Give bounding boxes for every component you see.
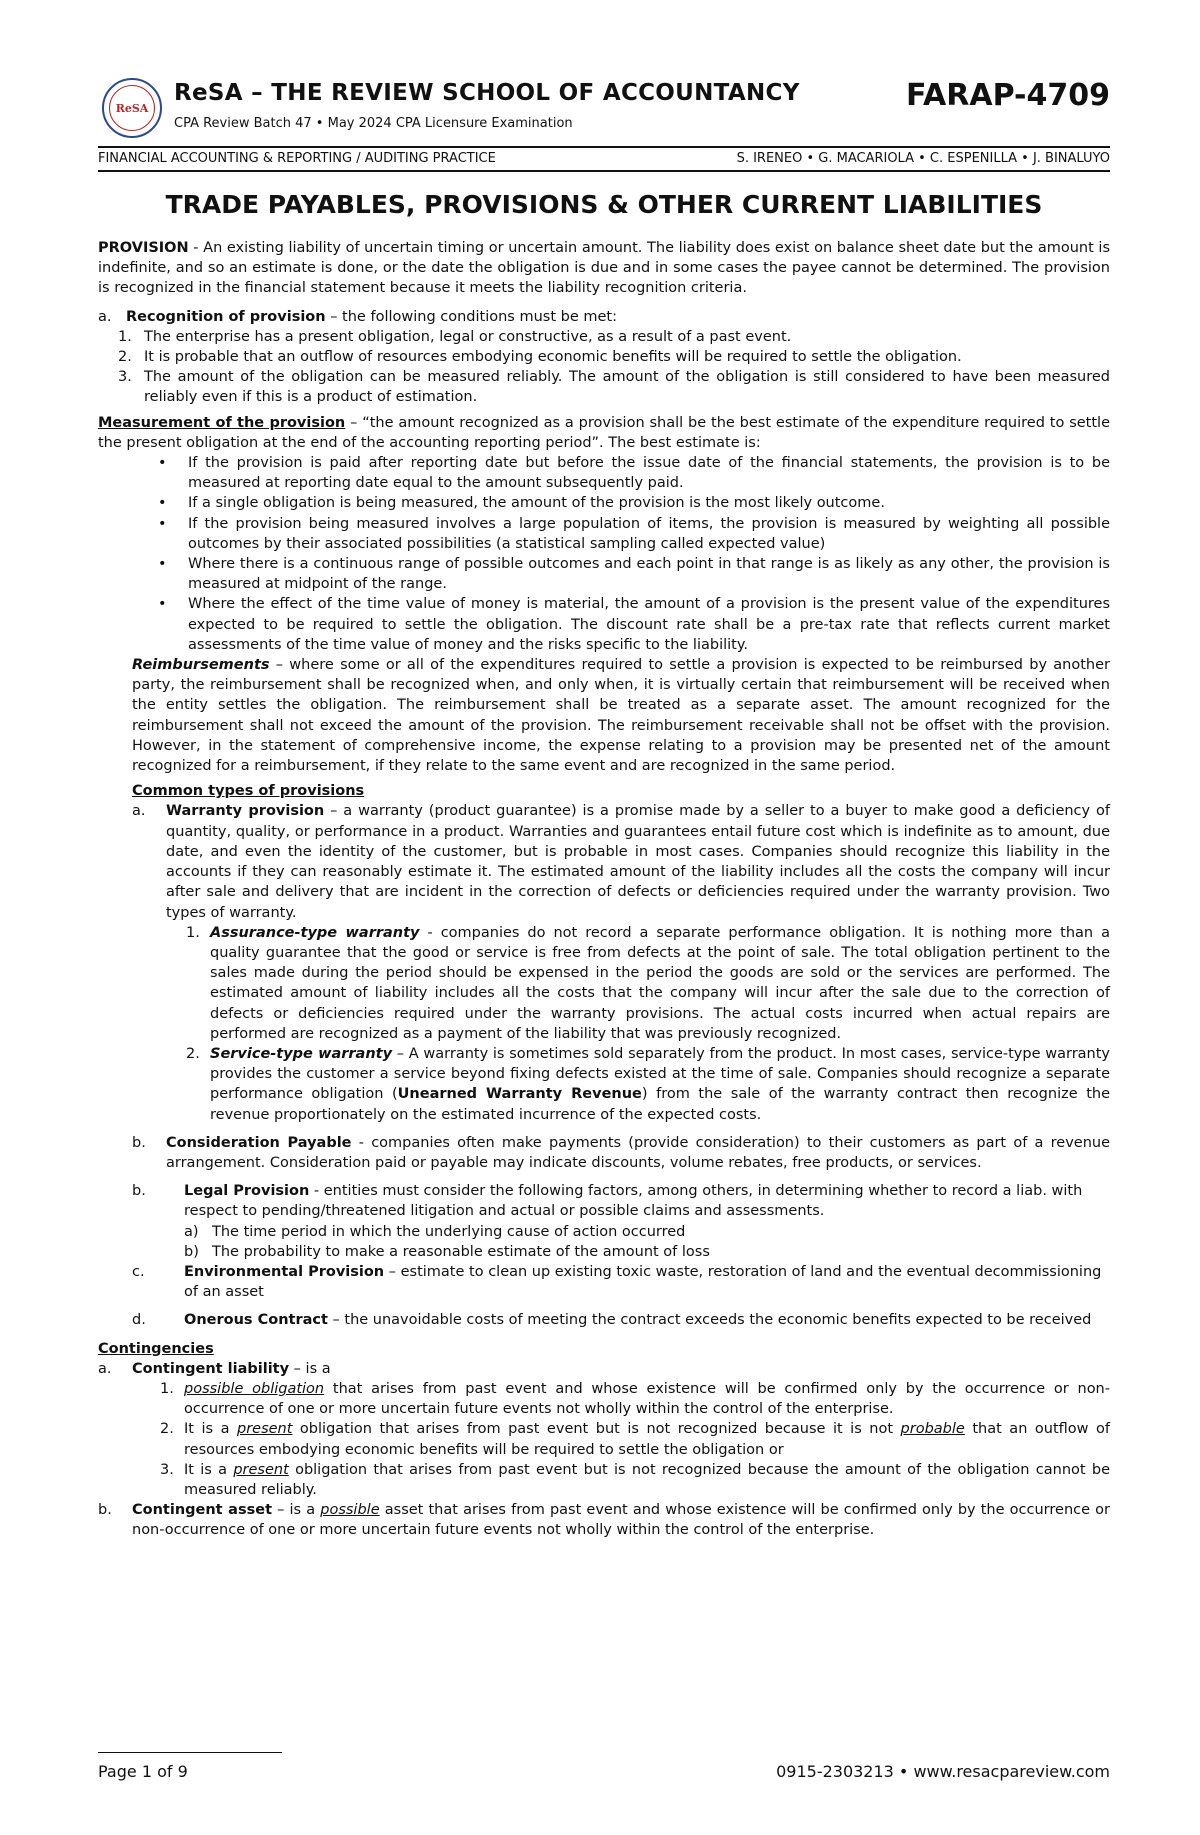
bullet-icon: •: [158, 495, 167, 512]
recognition-title: Recognition of provision: [126, 308, 326, 325]
consideration-text: - companies often make payments (provide consideration) to their customers as part of a revenue arrangement. Consideration paid or payable may indicate discounts, volume rebates, free products, or services.: [166, 1134, 1110, 1171]
common-types-heading: [98, 781, 1110, 801]
list-number: 3.: [160, 1461, 174, 1478]
logo-text: ReSA: [109, 85, 155, 131]
contingent-asset-term: Contingent asset: [132, 1502, 272, 1519]
warranty-term: Warranty provision: [166, 803, 325, 820]
bullet-text: If the provision being measured involves a large population of items, the provision is measured by weighting all possible outcomes by their associated possibilities (a statistical sampling called expected value): [188, 515, 1110, 552]
legal-item: [98, 1181, 1110, 1221]
list-number: 1.: [118, 328, 132, 345]
warranty-type-term: Service-type warranty: [210, 1045, 393, 1062]
school-name: ReSA – THE REVIEW SCHOOL OF ACCOUNTANCY: [174, 80, 800, 106]
list-marker: d.: [132, 1312, 146, 1329]
bullet-text: Where the effect of the time value of money is material, the amount of a provision is the present value of the expenditures expected to be required to settle the obligation. The discount rate shall be a pre-tax rate that reflects current market assessments of the time value of money and the risks specific to the liability.: [188, 596, 1110, 653]
contingencies-title: Contingencies: [98, 1340, 214, 1357]
onerous-text: – the unavoidable costs of meeting the contract exceeds the economic benefits expected to be received: [327, 1312, 1092, 1329]
common-types-title: Common types of provisions: [132, 783, 365, 800]
reimbursements-text: – where some or all of the expenditures required to settle a provision is expected to be reimbursed by another party, the reimbursement shall be recognized when, and only when, it is virtually certain that reimbursement will be received when the entity settles the obligation. The reimbursement shall be treated as a separate asset. The amount recognized for the reimbursement shall not exceed the amount of the provision. The reimbursement receivable shall not be offset with the provision. However, in the statement of comprehensive income, the expense relating to a provision may be presented net of the amount recognized for a reimbursement, if they relate to the same event and are recognized in the same period.: [132, 657, 1110, 775]
text-fragment: that arises from past event and whose existence will be confirmed only by the occurrence or non-occurrence of one or more uncertain future events not wholly within the control of the enterprise.: [184, 1380, 1110, 1418]
list-marker: a.: [98, 1360, 112, 1377]
onerous-term: Onerous Contract: [184, 1312, 328, 1329]
provision-term: PROVISION: [98, 240, 189, 256]
warranty-type-text-end: ) from the sale of the warranty contract then recognize the revenue proportionately on the estimated incurrence of the expected costs.: [210, 1086, 1110, 1123]
legal-factor-item: [98, 1222, 1110, 1242]
text-fragment: asset that arises from past event and whose existence will be confirmed only by the occurrence or non-occurrence of one or more uncertain future events not wholly within the control of the enterprise.: [132, 1502, 1110, 1539]
list-text: The enterprise has a present obligation, legal or constructive, as a result of a past event.: [144, 328, 792, 345]
list-marker: b.: [98, 1502, 112, 1519]
emphasis-text: probable: [900, 1421, 965, 1438]
subject-bar: [98, 146, 1110, 172]
measurement-paragraph: [98, 413, 1110, 453]
list-number: 2.: [160, 1421, 174, 1438]
contingent-liability-subitem: [98, 1379, 1110, 1419]
contingent-liability-subitem: [98, 1460, 1110, 1500]
list-number: 1.: [160, 1380, 174, 1397]
text-fragment: – is a: [272, 1502, 321, 1519]
contingent-liability-subitem: [98, 1419, 1110, 1459]
emphasis-text: present: [233, 1461, 289, 1478]
warranty-type-text: - companies do not record a separate performance obligation. It is nothing more than a quality guarantee that the good or service is free from defects at the point of sale. The total obligation pertinent to the sales made during the period should be expensed in the period the goods are sold or the services are performed. The estimated amount of liability includes all the costs that the company will incur after the sale due to the correction of defects or deficiencies required under the warranty provisions. The actual costs incurred when actual repairs are performed are recognized as a payment of the liability that was previously recognized.: [210, 924, 1110, 1042]
environmental-text: – estimate to clean up existing toxic waste, restoration of land and the eventual decommissioning of an asset: [184, 1263, 1102, 1301]
list-number: b): [184, 1243, 199, 1260]
bullet-icon: •: [158, 515, 167, 532]
environmental-term: Environmental Provision: [184, 1263, 385, 1280]
warranty-type-item: [98, 923, 1110, 1044]
list-item: [98, 327, 1110, 347]
consideration-item: [98, 1133, 1110, 1173]
bullet-item: [98, 594, 1110, 655]
recognition-heading: [98, 307, 1110, 327]
list-marker: b.: [132, 1183, 146, 1200]
list-number: a): [184, 1223, 199, 1240]
list-number: 1.: [186, 924, 200, 941]
list-marker: c.: [132, 1263, 145, 1280]
text-fragment: It is a: [184, 1421, 237, 1438]
text-fragment: obligation that arises from past event but is not recognized because the amount of the obligation cannot be measured reliably.: [184, 1461, 1110, 1498]
text-fragment: that an outflow of resources embodying economic benefits will be required to settle the obligation or: [184, 1421, 1110, 1458]
list-marker: a.: [132, 803, 146, 820]
recognition-intro: – the following conditions must be met:: [325, 308, 617, 325]
list-marker: a.: [98, 308, 112, 325]
emphasis-text: possible: [320, 1502, 380, 1519]
document-code: FARAP-4709: [906, 78, 1110, 113]
bullet-text: If a single obligation is being measured, the amount of the provision is the most likely outcome.: [188, 495, 885, 512]
legal-text: - entities must consider the following factors, among others, in determining whether to record a liab. with respect to pending/threatened litigation and actual or possible claims and assessments.: [184, 1183, 1083, 1220]
bullet-item: [98, 453, 1110, 493]
contingent-liability-item: [98, 1359, 1110, 1379]
resa-logo: [102, 78, 162, 138]
list-item: [98, 347, 1110, 367]
provision-text: - An existing liability of uncertain timing or uncertain amount. The liability does exist on balance sheet date but the amount is indefinite, and so an estimate is done, or the date the obligation is due and in some cases the payee cannot be determined. The provision is recognized in the financial statement because it meets the liability recognition criteria.: [98, 240, 1110, 297]
consideration-term: Consideration Payable: [166, 1134, 352, 1151]
measurement-text: – “the amount recognized as a provision shall be the best estimate of the expenditure required to settle the present obligation at the end of the accounting reporting period”. The best estimate is:: [98, 414, 1110, 451]
warranty-type-item: [98, 1044, 1110, 1125]
warranty-item: [98, 801, 1110, 922]
reimbursements-paragraph: [98, 655, 1110, 776]
legal-factor-text: The time period in which the underlying cause of action occurred: [212, 1223, 686, 1240]
bullet-icon: •: [158, 596, 167, 613]
warranty-text: – a warranty (product guarantee) is a promise made by a seller to a buyer to make good a deficiency of quantity, quality, or performance in a product. Warranties and guarantees entail future cost which is indefinite as to amount, due date, and even the identity of the customer, but is probable in most cases. Companies should recognize this liability in the accounts if they can reasonably estimate it. The estimated amount of the liability includes all the costs the company will incur after sale and delivery that are incident in the correction of defects or deficiencies required under the warranty provision. Two types of warranty.: [166, 803, 1110, 921]
document-body: [98, 238, 1110, 1541]
legal-factor-item: [98, 1242, 1110, 1262]
measurement-heading: Measurement of the provision: [98, 414, 346, 431]
subject-line: FINANCIAL ACCOUNTING & REPORTING / AUDITING PRACTICE: [98, 151, 496, 166]
unearned-warranty-revenue: Unearned Warranty Revenue: [397, 1086, 642, 1103]
bullet-icon: •: [158, 556, 167, 573]
bullet-item: [98, 554, 1110, 594]
page-title: TRADE PAYABLES, PROVISIONS & OTHER CURRENT LIABILITIES: [165, 190, 1043, 219]
legal-term: Legal Provision: [184, 1183, 310, 1200]
environmental-item: [98, 1262, 1110, 1302]
bullet-item: [98, 514, 1110, 554]
bullet-item: [98, 493, 1110, 513]
contingencies-heading: [98, 1339, 1110, 1359]
legal-factor-text: The probability to make a reasonable estimate of the amount of loss: [212, 1243, 710, 1260]
document-header: [98, 74, 1110, 146]
batch-line: CPA Review Batch 47 • May 2024 CPA Licensure Examination: [174, 116, 573, 131]
list-number: 3.: [118, 369, 132, 386]
list-text: The amount of the obligation can be measured reliably. The amount of the obligation is still considered to have been measured reliably even if this is a product of estimation.: [144, 369, 1110, 406]
contingent-asset-item: [98, 1500, 1110, 1540]
list-number: 2.: [118, 349, 132, 366]
list-item: [98, 367, 1110, 407]
emphasis-text: present: [236, 1421, 293, 1438]
provision-definition: [98, 238, 1110, 299]
bullet-text: If the provision is paid after reporting date but before the issue date of the financial statements, the provision is to be measured at reporting date equal to the amount subsequently paid.: [188, 455, 1110, 492]
text-fragment: It is a: [184, 1461, 234, 1478]
list-number: 2.: [186, 1045, 200, 1062]
text-fragment: obligation that arises from past event but is not recognized because it is not: [292, 1421, 901, 1438]
emphasis-text: possible obligation: [184, 1380, 325, 1397]
contingent-liability-text: – is a: [289, 1360, 331, 1377]
warranty-type-term: Assurance-type warranty: [210, 924, 420, 941]
contact-info: 0915-2303213 • www.resacpareview.com: [776, 1762, 1110, 1781]
bullet-text: Where there is a continuous range of possible outcomes and each point in that range is as likely as any other, the provision is measured at midpoint of the range.: [188, 556, 1110, 593]
contingent-liability-term: Contingent liability: [132, 1360, 290, 1377]
warranty-type-text: – A warranty is sometimes sold separately from the product. In most cases, service-type warranty provides the customer a service beyond fixing defects existed at the time of sale. Companies should recognize a separate performance obligation (: [210, 1045, 1110, 1103]
reimbursements-term: Reimbursements: [132, 657, 270, 674]
list-text: It is probable that an outflow of resources embodying economic benefits will be required to settle the obligation.: [144, 349, 962, 366]
footer-divider: [98, 1752, 282, 1753]
onerous-item: [98, 1310, 1110, 1330]
bullet-icon: •: [158, 455, 167, 472]
authors-line: S. IRENEO • G. MACARIOLA • C. ESPENILLA • J. BINALUYO: [736, 151, 1110, 166]
list-marker: b.: [132, 1134, 146, 1151]
page-number: Page 1 of 9: [98, 1762, 188, 1781]
